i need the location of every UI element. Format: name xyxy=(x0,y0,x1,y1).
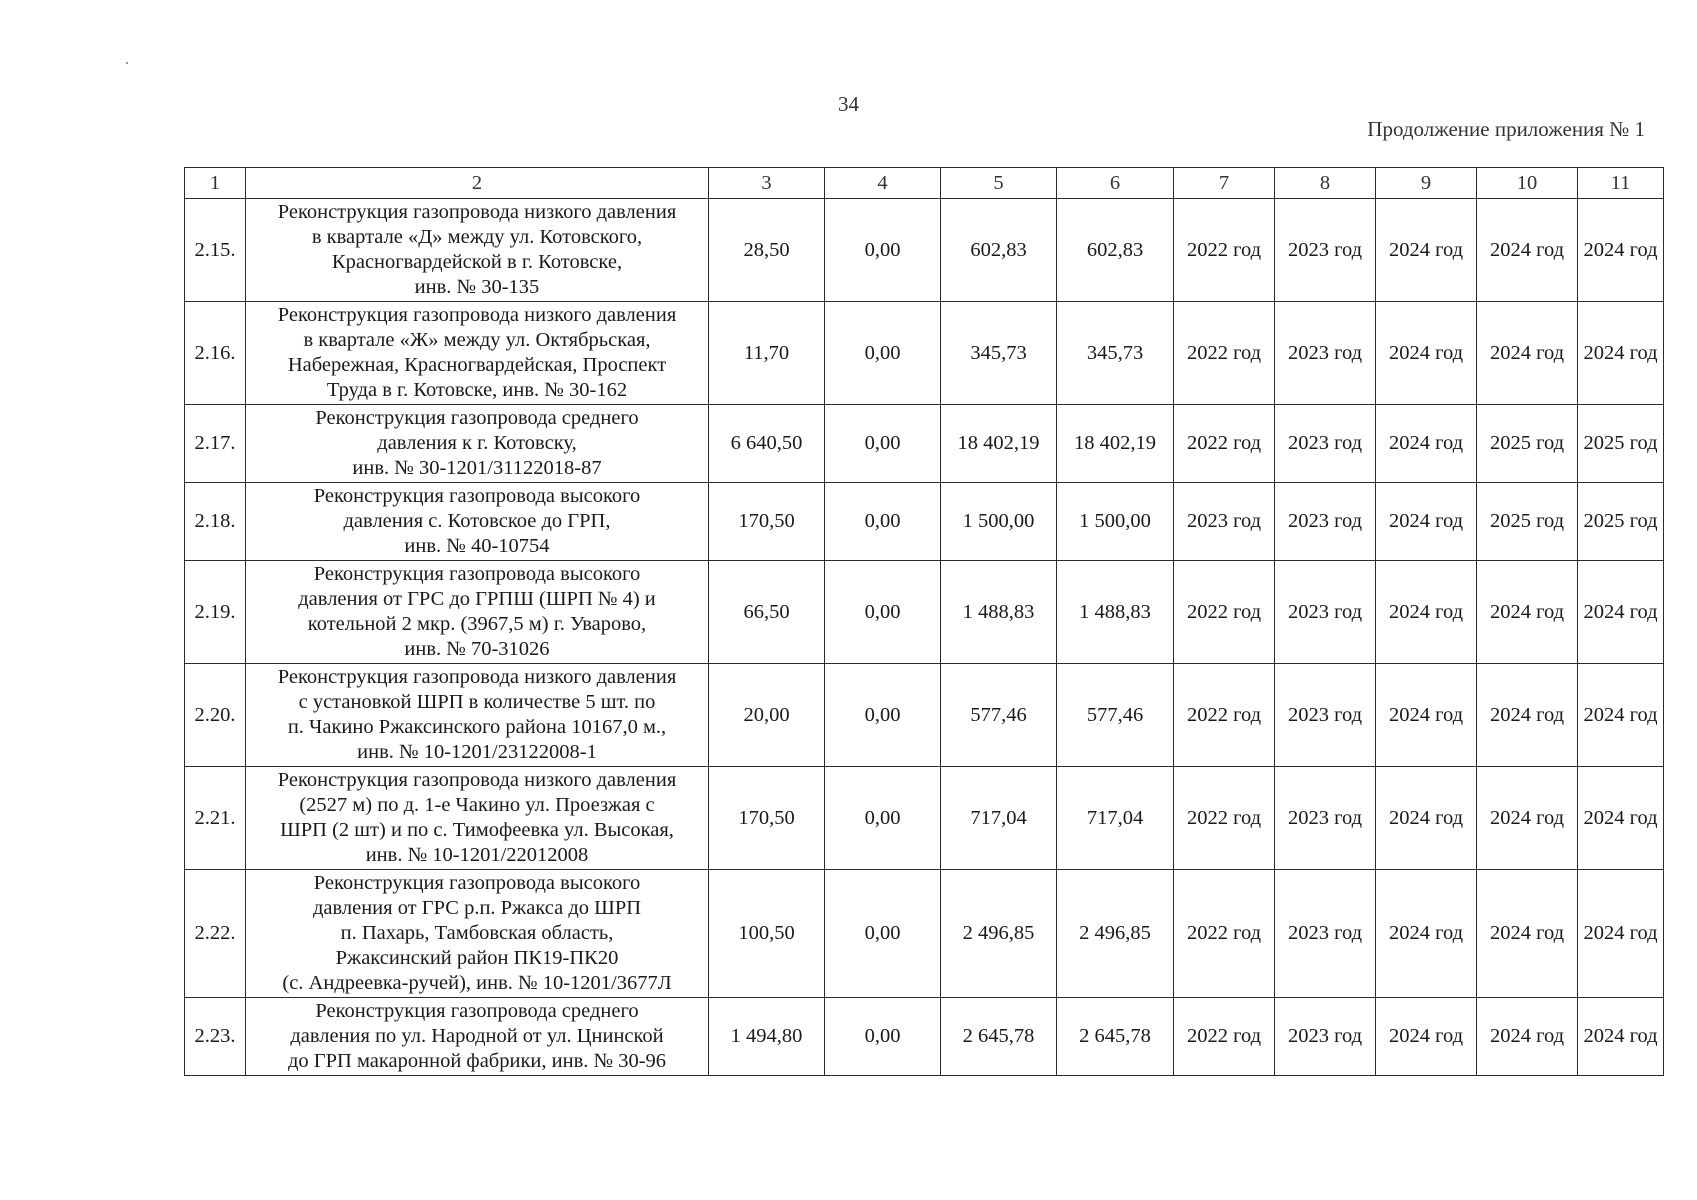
year-col-9: 2024 год xyxy=(1376,302,1477,405)
year-col-11: 2024 год xyxy=(1578,998,1664,1076)
year-col-8: 2023 год xyxy=(1275,561,1376,664)
value-col-5: 1 488,83 xyxy=(941,561,1057,664)
year-col-10: 2024 год xyxy=(1477,998,1578,1076)
column-header: 9 xyxy=(1376,168,1477,199)
table-row xyxy=(185,767,1664,870)
year-col-11: 2024 год xyxy=(1578,561,1664,664)
row-index: 2.15. xyxy=(185,199,246,302)
year-col-9: 2024 год xyxy=(1376,998,1477,1076)
year-col-10: 2024 год xyxy=(1477,870,1578,998)
year-col-11: 2024 год xyxy=(1578,767,1664,870)
year-col-7: 2022 год xyxy=(1174,870,1275,998)
value-col-5: 602,83 xyxy=(941,199,1057,302)
year-col-9: 2024 год xyxy=(1376,405,1477,483)
value-col-5: 345,73 xyxy=(941,302,1057,405)
column-header: 4 xyxy=(825,168,941,199)
project-description: Реконструкция газопровода низкого давления (2527 м) по д. 1-е Чакино ул. Проезжая с ШРП (2 шт) и по с. Тимофеевка ул. Высокая, инв. № 10-1201/22012008 xyxy=(246,767,709,870)
column-header: 8 xyxy=(1275,168,1376,199)
value-col-5: 2 645,78 xyxy=(941,998,1057,1076)
value-col-3: 170,50 xyxy=(709,483,825,561)
page-number: 34 xyxy=(838,92,859,116)
year-col-8: 2023 год xyxy=(1275,483,1376,561)
project-description: Реконструкция газопровода низкого давления в квартале «Ж» между ул. Октябрьская, Набережная, Красногвардейская, Проспект Труда в г. Котовске, инв. № 30-162 xyxy=(246,302,709,405)
row-index: 2.20. xyxy=(185,664,246,767)
value-col-6: 602,83 xyxy=(1057,199,1174,302)
year-col-8: 2023 год xyxy=(1275,767,1376,870)
year-col-7: 2022 год xyxy=(1174,561,1275,664)
year-col-10: 2024 год xyxy=(1477,302,1578,405)
appendix-continuation-note: Продолжение приложения № 1 xyxy=(1367,117,1645,141)
row-index: 2.22. xyxy=(185,870,246,998)
column-header: 10 xyxy=(1477,168,1578,199)
year-col-11: 2024 год xyxy=(1578,870,1664,998)
project-description: Реконструкция газопровода высокого давления от ГРС р.п. Ржакса до ШРП п. Пахарь, Тамбовская область, Ржаксинский район ПК19-ПК20 (с. Андреевка-ручей), инв. № 10-1201/3677Л xyxy=(246,870,709,998)
year-col-10: 2025 год xyxy=(1477,483,1578,561)
year-col-7: 2022 год xyxy=(1174,767,1275,870)
value-col-3: 20,00 xyxy=(709,664,825,767)
projects-table xyxy=(184,167,1664,1076)
row-index: 2.21. xyxy=(185,767,246,870)
table-row xyxy=(185,561,1664,664)
year-col-7: 2022 год xyxy=(1174,405,1275,483)
column-header: 2 xyxy=(246,168,709,199)
value-col-6: 2 645,78 xyxy=(1057,998,1174,1076)
value-col-3: 100,50 xyxy=(709,870,825,998)
year-col-9: 2024 год xyxy=(1376,767,1477,870)
value-col-4: 0,00 xyxy=(825,664,941,767)
year-col-11: 2024 год xyxy=(1578,302,1664,405)
column-header: 3 xyxy=(709,168,825,199)
value-col-6: 345,73 xyxy=(1057,302,1174,405)
column-header: 1 xyxy=(185,168,246,199)
column-header: 6 xyxy=(1057,168,1174,199)
value-col-3: 28,50 xyxy=(709,199,825,302)
project-description: Реконструкция газопровода низкого давления с установкой ШРП в количестве 5 шт. по п. Чакино Ржаксинского района 10167,0 м., инв. № 10-1201/23122008-1 xyxy=(246,664,709,767)
year-col-7: 2023 год xyxy=(1174,483,1275,561)
value-col-4: 0,00 xyxy=(825,483,941,561)
value-col-4: 0,00 xyxy=(825,302,941,405)
row-index: 2.16. xyxy=(185,302,246,405)
year-col-8: 2023 год xyxy=(1275,199,1376,302)
table-row xyxy=(185,483,1664,561)
year-col-10: 2024 год xyxy=(1477,767,1578,870)
value-col-3: 170,50 xyxy=(709,767,825,870)
value-col-6: 2 496,85 xyxy=(1057,870,1174,998)
year-col-9: 2024 год xyxy=(1376,561,1477,664)
year-col-8: 2023 год xyxy=(1275,998,1376,1076)
value-col-6: 577,46 xyxy=(1057,664,1174,767)
row-index: 2.17. xyxy=(185,405,246,483)
table-body xyxy=(185,168,1664,1076)
year-col-11: 2025 год xyxy=(1578,483,1664,561)
year-col-9: 2024 год xyxy=(1376,664,1477,767)
year-col-10: 2024 год xyxy=(1477,664,1578,767)
value-col-6: 1 488,83 xyxy=(1057,561,1174,664)
table-row xyxy=(185,199,1664,302)
row-index: 2.19. xyxy=(185,561,246,664)
project-description: Реконструкция газопровода высокого давления с. Котовское до ГРП, инв. № 40-10754 xyxy=(246,483,709,561)
value-col-5: 2 496,85 xyxy=(941,870,1057,998)
value-col-6: 1 500,00 xyxy=(1057,483,1174,561)
year-col-9: 2024 год xyxy=(1376,199,1477,302)
column-header: 5 xyxy=(941,168,1057,199)
value-col-4: 0,00 xyxy=(825,998,941,1076)
row-index: 2.23. xyxy=(185,998,246,1076)
year-col-10: 2024 год xyxy=(1477,199,1578,302)
value-col-6: 717,04 xyxy=(1057,767,1174,870)
table-row xyxy=(185,405,1664,483)
year-col-7: 2022 год xyxy=(1174,664,1275,767)
table-row xyxy=(185,302,1664,405)
project-description: Реконструкция газопровода высокого давления от ГРС до ГРПШ (ШРП № 4) и котельной 2 мкр. (3967,5 м) г. Уварово, инв. № 70-31026 xyxy=(246,561,709,664)
project-description: Реконструкция газопровода среднего давления по ул. Народной от ул. Цнинской до ГРП макаронной фабрики, инв. № 30-96 xyxy=(246,998,709,1076)
value-col-5: 18 402,19 xyxy=(941,405,1057,483)
year-col-11: 2024 год xyxy=(1578,664,1664,767)
value-col-3: 66,50 xyxy=(709,561,825,664)
year-col-8: 2023 год xyxy=(1275,302,1376,405)
year-col-10: 2024 год xyxy=(1477,561,1578,664)
value-col-6: 18 402,19 xyxy=(1057,405,1174,483)
year-col-9: 2024 год xyxy=(1376,870,1477,998)
year-col-11: 2025 год xyxy=(1578,405,1664,483)
value-col-3: 6 640,50 xyxy=(709,405,825,483)
column-number-row xyxy=(185,168,1664,199)
project-description: Реконструкция газопровода низкого давления в квартале «Д» между ул. Котовского, Красногвардейской в г. Котовске, инв. № 30-135 xyxy=(246,199,709,302)
table-row xyxy=(185,870,1664,998)
year-col-7: 2022 год xyxy=(1174,199,1275,302)
value-col-5: 1 500,00 xyxy=(941,483,1057,561)
year-col-9: 2024 год xyxy=(1376,483,1477,561)
value-col-3: 1 494,80 xyxy=(709,998,825,1076)
column-header: 7 xyxy=(1174,168,1275,199)
value-col-3: 11,70 xyxy=(709,302,825,405)
scan-speck xyxy=(126,62,128,64)
value-col-5: 577,46 xyxy=(941,664,1057,767)
column-header: 11 xyxy=(1578,168,1664,199)
value-col-5: 717,04 xyxy=(941,767,1057,870)
year-col-7: 2022 год xyxy=(1174,998,1275,1076)
value-col-4: 0,00 xyxy=(825,561,941,664)
year-col-7: 2022 год xyxy=(1174,302,1275,405)
value-col-4: 0,00 xyxy=(825,870,941,998)
value-col-4: 0,00 xyxy=(825,767,941,870)
value-col-4: 0,00 xyxy=(825,405,941,483)
table-row xyxy=(185,998,1664,1076)
year-col-8: 2023 год xyxy=(1275,870,1376,998)
year-col-11: 2024 год xyxy=(1578,199,1664,302)
year-col-8: 2023 год xyxy=(1275,664,1376,767)
value-col-4: 0,00 xyxy=(825,199,941,302)
table-row xyxy=(185,664,1664,767)
row-index: 2.18. xyxy=(185,483,246,561)
year-col-10: 2025 год xyxy=(1477,405,1578,483)
year-col-8: 2023 год xyxy=(1275,405,1376,483)
project-description: Реконструкция газопровода среднего давления к г. Котовску, инв. № 30-1201/31122018-87 xyxy=(246,405,709,483)
